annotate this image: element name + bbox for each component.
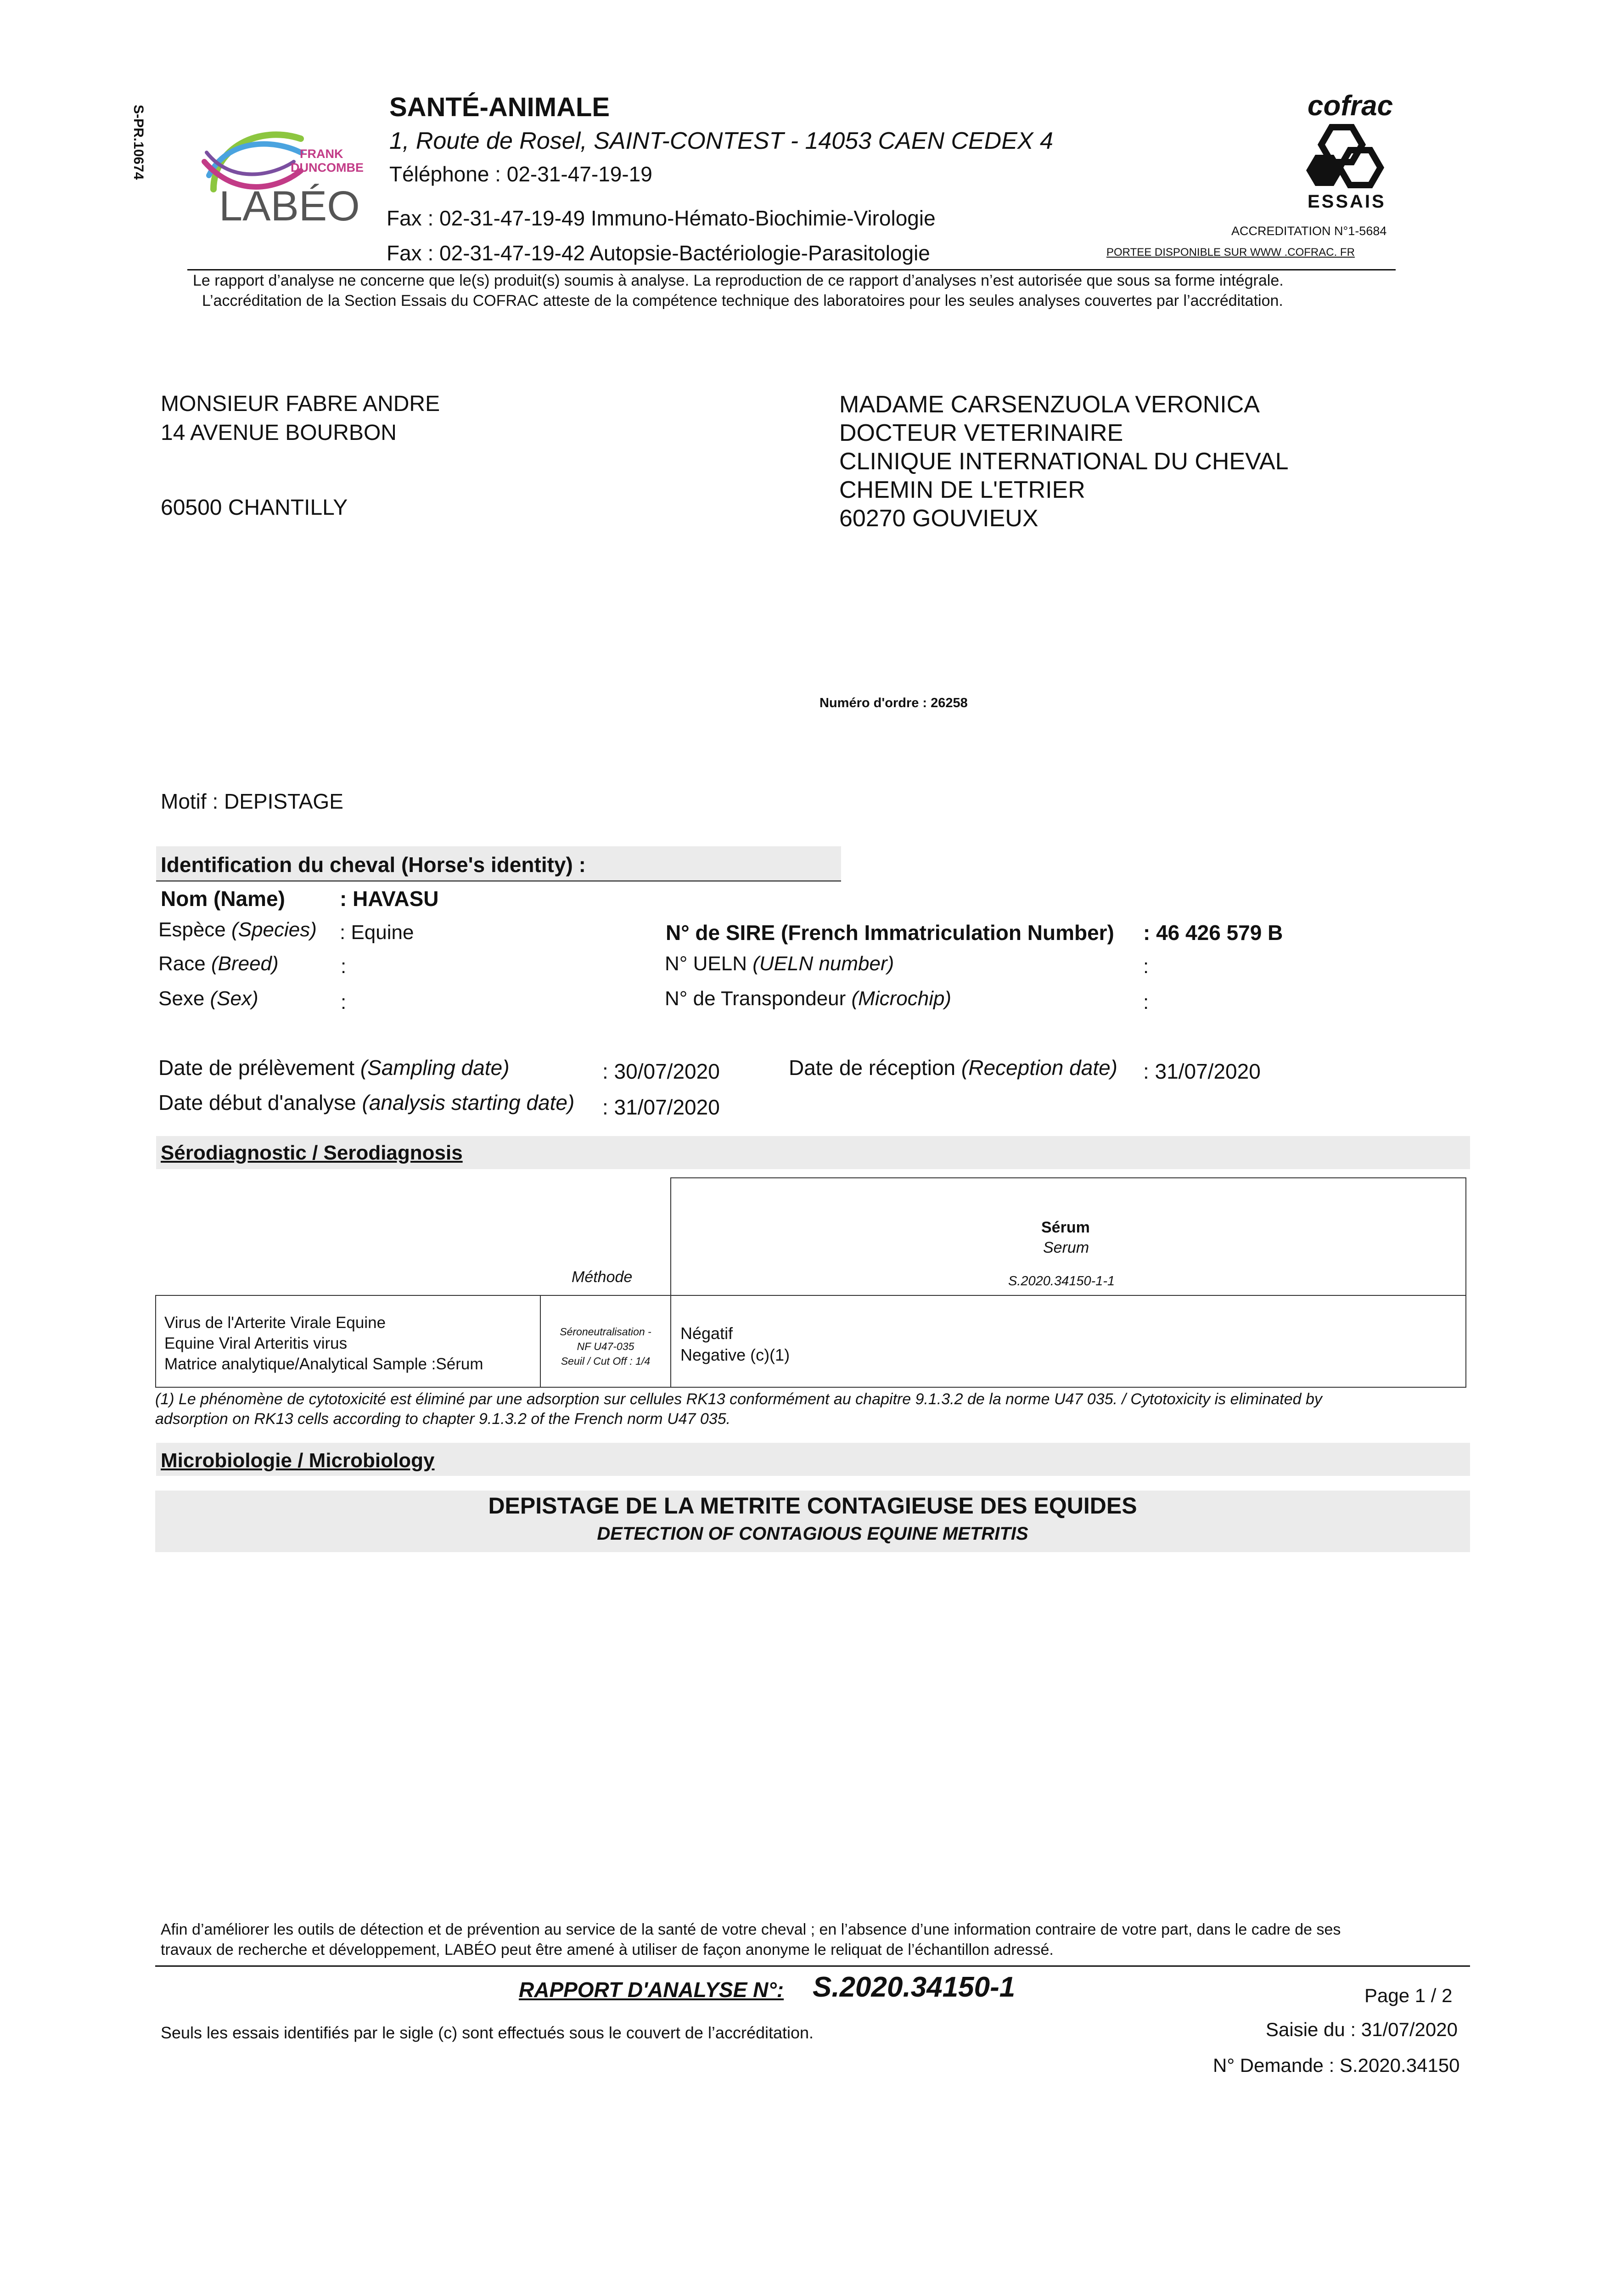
sample-header-fr: Sérum xyxy=(1041,1219,1090,1236)
analysis-start-label-en: (analysis starting date) xyxy=(362,1091,575,1114)
sampling-date-label xyxy=(158,1055,510,1080)
sample-id: S.2020.34150-1-1 xyxy=(1008,1274,1115,1289)
cofrac-scope-link[interactable]: PORTEE DISPONIBLE SUR WWW .COFRAC. FR xyxy=(1106,246,1355,259)
labeo-logo xyxy=(195,120,374,231)
ueln-value: : xyxy=(1143,955,1149,978)
footer-divider xyxy=(155,1965,1470,1967)
organization-address: 1, Route de Rosel, SAINT-CONTEST - 14053 CAEN CEDEX 4 xyxy=(389,128,1053,154)
ueln-label xyxy=(665,952,894,975)
research-note-line-2: travaux de recherche et développement, LABÉO peut être amené à utiliser de façon anonyme le reliquat de l’échantillon adressé. xyxy=(161,1941,1054,1958)
vet-city: 60270 GOUVIEUX xyxy=(839,505,1038,532)
ueln-label-en: (UELN number) xyxy=(752,952,894,975)
method-cell xyxy=(541,1324,670,1368)
species-label xyxy=(158,918,317,941)
vet-address xyxy=(839,390,1289,533)
logo-frank-text: FRANK xyxy=(300,147,343,161)
sire-label: N° de SIRE (French Immatriculation Number) xyxy=(666,921,1114,945)
report-label: RAPPORT D'ANALYSE N°: xyxy=(519,1978,784,2002)
page-number: Page 1 / 2 xyxy=(1364,1985,1453,2006)
organization-fax-1: Fax : 02-31-47-19-49 Immuno-Hémato-Biochimie-Virologie xyxy=(387,206,936,230)
research-note-line-1: Afin d’améliorer les outils de détection et de prévention au service de la santé de votre cheval ; en l’absence d’une information contraire de votre part, dans le cadre de ses xyxy=(161,1921,1341,1938)
cofrac-emblem-icon xyxy=(1306,123,1384,191)
footnote xyxy=(155,1390,1322,1429)
analyte-cell xyxy=(164,1312,483,1374)
analyte-name-en: Equine Viral Arteritis virus xyxy=(164,1334,348,1352)
vet-clinic: CLINIQUE INTERNATIONAL DU CHEVAL xyxy=(839,448,1289,475)
footnote-line-1: (1) Le phénomène de cytotoxicité est éliminé par une adsorption sur cellules RK13 conformément au chapitre 9.1.3.2 de la norme U47 035. / Cytotoxicity is eliminated by xyxy=(155,1390,1322,1408)
reception-date-value: : 31/07/2020 xyxy=(1143,1059,1261,1083)
horse-name-label: Nom (Name) xyxy=(161,887,285,911)
horse-name-value: : HAVASU xyxy=(340,887,439,911)
document-code: S-PR.10674 xyxy=(131,105,146,180)
owner-name: MONSIEUR FABRE ANDRE xyxy=(161,392,440,416)
vet-street: CHEMIN DE L'ETRIER xyxy=(839,477,1085,503)
entry-date: Saisie du : 31/07/2020 xyxy=(1266,2019,1458,2040)
sampling-date-label-en: (Sampling date) xyxy=(360,1056,510,1080)
sampling-date-label-fr: Date de prélèvement xyxy=(158,1056,355,1080)
analyte-name-fr: Virus de l'Arterite Virale Equine xyxy=(164,1314,386,1332)
analysis-start-value: : 31/07/2020 xyxy=(602,1095,720,1119)
method-column-header: Méthode xyxy=(572,1268,633,1286)
method-norm: NF U47-035 xyxy=(577,1340,634,1352)
header-divider xyxy=(187,269,1396,270)
cem-title-en: DETECTION OF CONTAGIOUS EQUINE METRITIS xyxy=(597,1524,1028,1544)
owner-street: 14 AVENUE BOURBON xyxy=(161,421,397,445)
disclaimer-line-1: Le rapport d’analyse ne concerne que le(s) produit(s) soumis à analyse. La reproduction de ce rapport d’analyses n’est autorisée que sous sa forme intégrale. xyxy=(193,272,1284,289)
sex-label-en: (Sex) xyxy=(210,987,258,1010)
research-note xyxy=(161,1919,1341,1960)
reception-date-label-en: (Reception date) xyxy=(961,1056,1118,1080)
sample-header-en: Serum xyxy=(1043,1239,1089,1256)
serodiagnosis-title: Sérodiagnostic / Serodiagnosis xyxy=(161,1142,463,1164)
method-name: Séroneutralisation - xyxy=(560,1326,651,1338)
sex-label-fr: Sexe xyxy=(158,987,205,1010)
ueln-label-fr: N° UELN xyxy=(665,952,747,975)
reception-date-label-fr: Date de réception xyxy=(789,1056,956,1080)
footnote-line-2: adsorption on RK13 cells according to chapter 9.1.3.2 of the French norm U47 035. xyxy=(155,1410,731,1428)
transponder-value: : xyxy=(1143,991,1149,1013)
vet-name: MADAME CARSENZUOLA VERONICA xyxy=(839,391,1260,418)
analysis-start-label xyxy=(158,1090,574,1115)
analytical-matrix: Matrice analytique/Analytical Sample :Sérum xyxy=(164,1355,483,1373)
sire-value: : 46 426 579 B xyxy=(1143,921,1283,945)
accreditation-note: Seuls les essais identifiés par le sigle (c) sont effectués sous le couvert de l’accréditation. xyxy=(161,2023,814,2042)
order-number: Numéro d'ordre : 26258 xyxy=(819,696,968,710)
analysis-start-label-fr: Date début d'analyse xyxy=(158,1091,356,1114)
breed-label-en: (Breed) xyxy=(211,952,279,975)
results-row-divider-2 xyxy=(670,1295,671,1388)
species-value: : Equine xyxy=(340,921,414,944)
result-cell xyxy=(680,1322,790,1366)
sampling-date-value: : 30/07/2020 xyxy=(602,1059,720,1083)
report-number: S.2020.34150-1 xyxy=(813,1971,1016,2003)
method-cutoff: Seuil / Cut Off : 1/4 xyxy=(561,1355,651,1367)
breed-value: : xyxy=(341,955,347,978)
cofrac-essais-text: ESSAIS xyxy=(1308,191,1386,212)
transponder-label-fr: N° de Transpondeur xyxy=(665,987,846,1010)
cem-title-fr: DEPISTAGE DE LA METRITE CONTAGIEUSE DES EQUIDES xyxy=(488,1493,1137,1519)
accreditation-number: ACCREDITATION N°1-5684 xyxy=(1231,224,1387,238)
motif: Motif : DEPISTAGE xyxy=(161,789,343,813)
species-label-fr: Espèce xyxy=(158,918,226,941)
cofrac-wordmark: cofrac xyxy=(1308,90,1393,122)
organization-fax-2: Fax : 02-31-47-19-42 Autopsie-Bactériologie-Parasitologie xyxy=(387,241,930,265)
organization-telephone: Téléphone : 02-31-47-19-19 xyxy=(389,162,652,186)
species-label-en: (Species) xyxy=(231,918,317,941)
vet-title: DOCTEUR VETERINAIRE xyxy=(839,420,1123,446)
result-fr: Négatif xyxy=(680,1324,733,1343)
transponder-label-en: (Microchip) xyxy=(851,987,952,1010)
result-en: Negative (c)(1) xyxy=(680,1345,790,1364)
disclaimer-line-2: L’accréditation de la Section Essais du COFRAC atteste de la compétence technique des laboratoires pour les seules analyses couvertes par l’accréditation. xyxy=(202,292,1283,310)
logo-labeo-text: LABÉO xyxy=(219,183,360,230)
transponder-label xyxy=(665,987,951,1010)
cofrac-logo xyxy=(1304,90,1393,214)
sex-value: : xyxy=(341,991,347,1013)
reception-date-label xyxy=(789,1055,1117,1080)
request-number: N° Demande : S.2020.34150 xyxy=(1213,2054,1460,2076)
owner-city: 60500 CHANTILLY xyxy=(161,495,348,520)
organization-name: SANTÉ-ANIMALE xyxy=(389,92,610,122)
owner-address xyxy=(161,389,440,522)
logo-duncombe-text: DUNCOMBE xyxy=(291,161,364,174)
sex-label xyxy=(158,987,258,1010)
breed-label xyxy=(158,952,279,975)
identification-title: Identification du cheval (Horse's identity) : xyxy=(161,853,586,877)
breed-label-fr: Race xyxy=(158,952,206,975)
microbiology-title: Microbiologie / Microbiology xyxy=(161,1449,435,1472)
